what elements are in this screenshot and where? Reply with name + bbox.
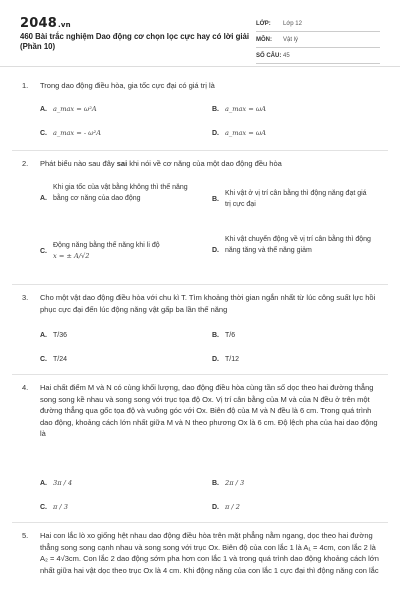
meta-row-count: SỐ CÂU: 45: [256, 49, 380, 64]
q4-option-d[interactable]: D. π / 2: [212, 503, 240, 511]
q1-option-a[interactable]: A. a_max = ω²A: [40, 105, 97, 113]
document-page: 2048.vn 460 Bài trắc nghiệm Dao động cơ chọn lọc cực hay có lời giải (Phần 10) LỚP: Lớp 12 MÔN: Vật lý SỐ CÂU: 45 1. Trong dao động điều hòa, gia tốc cực đại có giá trị là A. a_max = ω²A B. a_max = ωA C. a_max = - ω²A D. a_max = ωA 2. Phát biểu nào sau đây sai khi nói về cơ năng của một dao động đều hòa A.Khi gia tốc của vật bằng không thì thế năng bằng cơ năng của dao động B.Khi vật ở vị trí cân bằng thì động năng đạt giá trị cực đại C.Động năng bằng thế năng khi li độ x = ± A/√2 D.Khi vật chuyển động về vị trí cân bằng thì động năng tăng và thế năng giảm 3. Cho một vật dao động điều hòa với chu kì T. Tìm khoảng thời gian ngắn nhất từ lúc công suất lực hồi phục cực đại đến lúc động năng vật gấp ba lần thế năng A. T/36 B. T/6 C. T/24 D. T/12 4. Hai chất điểm M và N có cùng khối lượng, dao động điều hòa cùng tần số dọc theo hai đường thẳng song song kề nhau và song song với trục tọa độ Ox. Vị trí cân bằng của M và của N đều ở trên một đường thẳng qua gốc tọa độ và vuông góc với Ox. Biên độ của M và N đều là 6 cm. Trong quá trình dao động, khoảng cách lớn nhất giữa M và N theo phương Ox là 6 cm. Độ lệch pha của hai dao động là A. 3π / 4 B. 2π / 3 C. π / 3 D. π / 2 5. Hai con lắc lò xo giống hệt nhau dao động điều hòa trên mặt phẳng nằm ngang, dọc theo hai đường thẳng song song cạnh nhau và song song với trục Ox. Biên độ của con lắc 1 là A₁ = 4cm, con lắc 2 là A₂ = 4√3cm. Con lắc 2 dao động sớm pha hơn con lắc 1 và trong quá trình dao động khoảng cách lớn nhất giữa hai vật dọc theo trục Ox là 4 cm. Khi động năng của con lắc 1 cực đại thì động năng con lắc: [0, 0, 400, 600]
divider: [12, 522, 388, 523]
q2-option-a[interactable]: A.Khi gia tốc của vật bằng không thì thế năng bằng cơ năng của dao động: [40, 184, 188, 202]
q4-option-a[interactable]: A. 3π / 4: [40, 479, 73, 487]
site-logo[interactable]: 2048.vn: [20, 16, 71, 31]
divider: [12, 374, 388, 375]
meta-table: [256, 17, 380, 65]
page-title: 460 Bài trắc nghiệm Dao động cơ chọn lọc cực hay có lời giải (Phần 10): [20, 32, 250, 51]
q1-option-d[interactable]: D. a_max = ωA: [212, 129, 266, 137]
q4-option-b[interactable]: B. 2π / 3: [212, 479, 245, 487]
page-header: [0, 0, 400, 67]
meta-row-subject: MÔN: Vật lý: [256, 33, 380, 48]
q1-option-c[interactable]: C. a_max = - ω²A: [40, 129, 101, 137]
q1-option-b[interactable]: B. a_max = ωA: [212, 105, 266, 113]
q4-option-c[interactable]: C. π / 3: [40, 503, 68, 511]
q2-option-d[interactable]: D.Khi vật chuyển động về vị trí cân bằng thì động năng tăng và thế năng giảm: [212, 236, 371, 254]
q2-option-b[interactable]: B.Khi vật ở vị trí cân bằng thì động năng đạt giá trị cực đại: [212, 190, 367, 208]
q3-option-d[interactable]: D. T/12: [212, 356, 240, 363]
q3-option-b[interactable]: B. T/6: [212, 332, 236, 339]
q2-option-c[interactable]: C.Động năng bằng thế năng khi li độ x = ± A/√2: [40, 242, 160, 260]
q3-option-c[interactable]: C. T/24: [40, 356, 68, 363]
divider: [12, 284, 388, 285]
divider: [12, 150, 388, 151]
q3-option-a[interactable]: A. T/36: [40, 332, 68, 339]
meta-row-class: LỚP: Lớp 12: [256, 17, 380, 32]
